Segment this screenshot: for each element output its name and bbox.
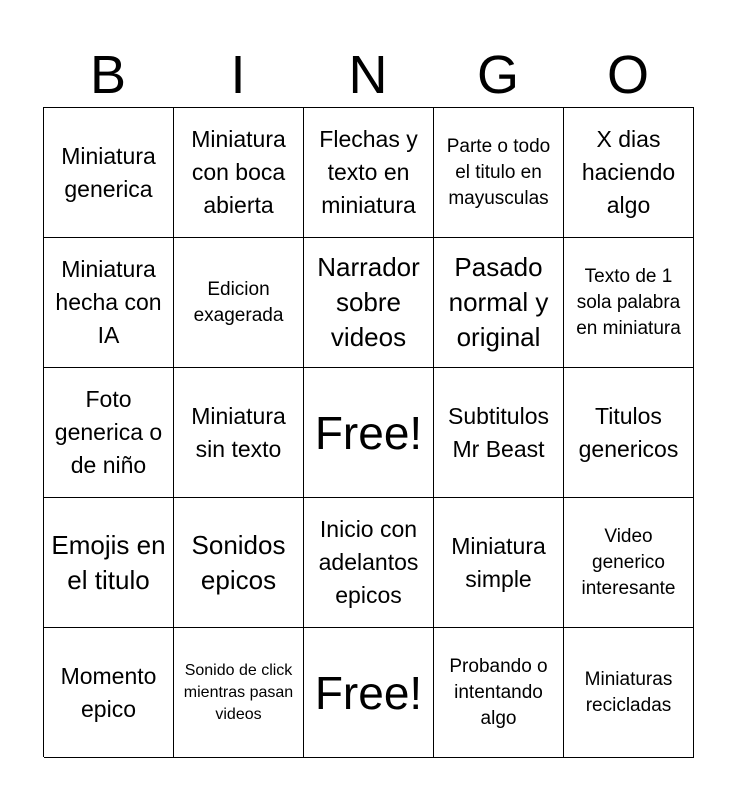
bingo-cell[interactable] (174, 498, 304, 628)
bingo-cell[interactable] (564, 238, 694, 368)
cell-text: Foto generica o de niño (54, 386, 163, 478)
cell-text: Texto de 1 sola palabra en miniatura (576, 265, 681, 339)
header-letter-g: G (476, 45, 519, 105)
cell-text: Free! (314, 406, 423, 459)
cell-text: Probando o intentando algo (449, 655, 548, 729)
bingo-cell[interactable] (304, 498, 434, 628)
cell-text: Sonido de click mientras pasan videos (183, 661, 294, 723)
cell-text: Miniatura con boca abierta (191, 126, 286, 218)
cell-text: Emojis en el titulo (51, 529, 166, 595)
cell-text: Inicio con adelantos epicos (318, 516, 419, 608)
cell-text: Sonidos epicos (191, 529, 286, 595)
bingo-cell[interactable] (174, 238, 304, 368)
bingo-grid (43, 107, 694, 757)
bingo-cell[interactable] (44, 628, 174, 758)
cell-text: Miniaturas recicladas (584, 668, 673, 716)
cell-text: Video generico interesante (581, 525, 676, 599)
cell-text: X dias haciendo algo (581, 126, 676, 218)
bingo-cell[interactable] (174, 368, 304, 498)
bingo-cell-free[interactable] (304, 628, 434, 758)
cell-text: Parte o todo el titulo en mayusculas (446, 135, 551, 209)
bingo-cell[interactable] (564, 628, 694, 758)
cell-text: Narrador sobre videos (317, 252, 420, 352)
bingo-cell[interactable] (304, 108, 434, 238)
bingo-header (43, 44, 693, 106)
cell-text: Momento epico (60, 662, 157, 722)
cell-text: Miniatura sin texto (191, 402, 286, 462)
bingo-cell[interactable] (44, 498, 174, 628)
cell-text: Flechas y texto en miniatura (319, 126, 418, 218)
bingo-cell[interactable] (564, 108, 694, 238)
cell-text: Miniatura generica (61, 142, 156, 202)
header-letter-n: N (348, 45, 388, 105)
cell-text: Free! (314, 666, 423, 719)
cell-text: Edicion exagerada (193, 278, 284, 326)
bingo-cell[interactable] (174, 108, 304, 238)
cell-text: Pasado normal y original (448, 252, 549, 352)
cell-text: Miniatura simple (451, 532, 546, 592)
bingo-cell[interactable] (564, 498, 694, 628)
bingo-cell[interactable] (174, 628, 304, 758)
bingo-cell[interactable] (44, 368, 174, 498)
cell-text: Miniatura hecha con IA (55, 256, 162, 348)
bingo-cell[interactable] (44, 108, 174, 238)
bingo-cell[interactable] (304, 238, 434, 368)
bingo-cell[interactable] (434, 498, 564, 628)
header-letter-b: B (89, 45, 127, 105)
bingo-cell[interactable] (434, 108, 564, 238)
bingo-cell-free[interactable] (304, 368, 434, 498)
bingo-cell[interactable] (434, 628, 564, 758)
bingo-cell[interactable] (564, 368, 694, 498)
header-letter-i: I (230, 45, 246, 105)
cell-text: Subtitulos Mr Beast (447, 402, 549, 462)
bingo-cell[interactable] (434, 368, 564, 498)
header-letter-o: O (606, 45, 649, 105)
bingo-cell[interactable] (44, 238, 174, 368)
bingo-cell[interactable] (434, 238, 564, 368)
cell-text: Titulos genericos (578, 402, 679, 462)
